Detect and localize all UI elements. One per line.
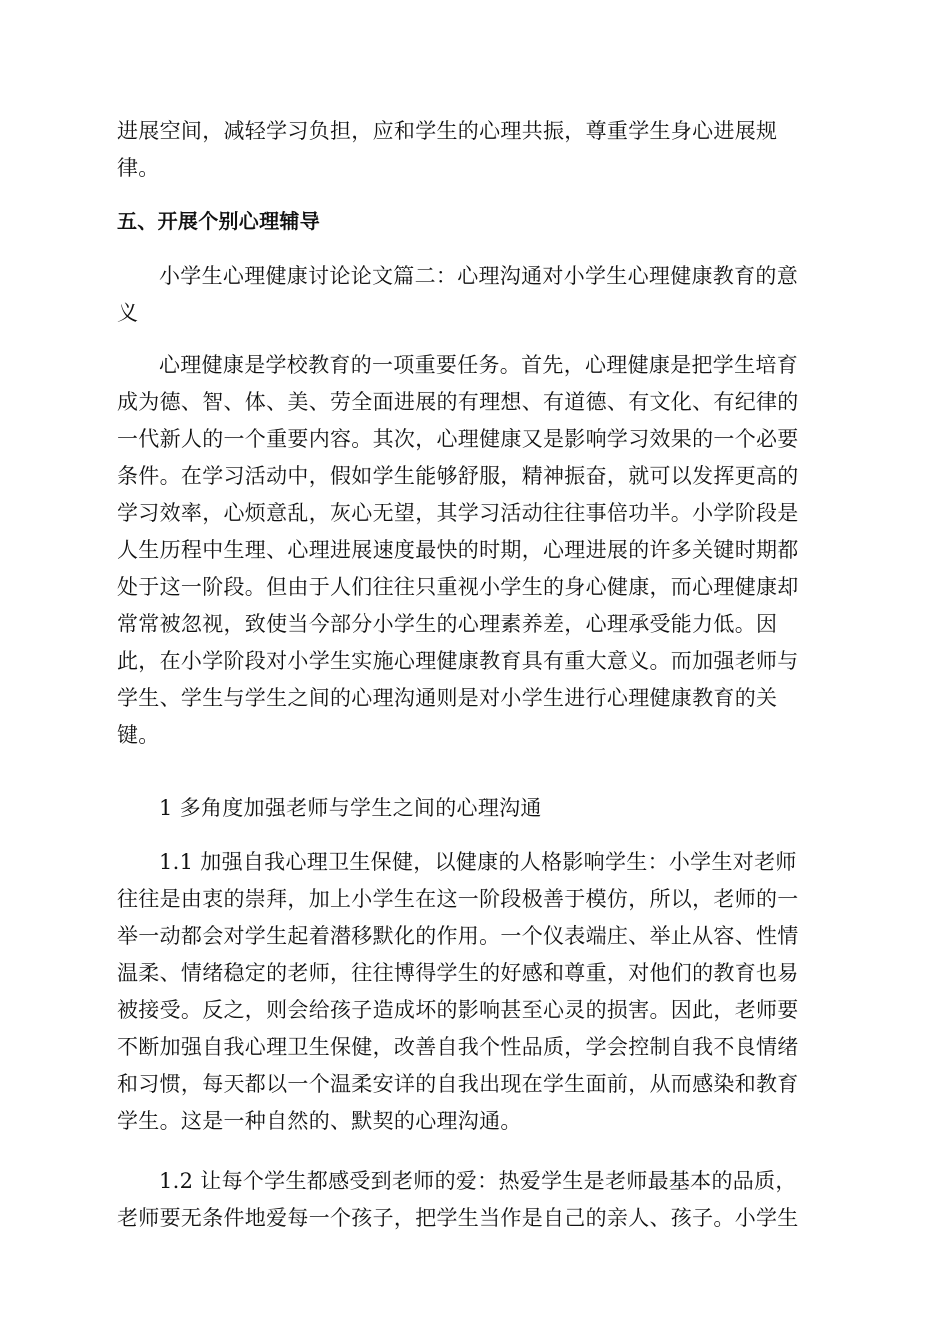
- text-line: 学生。这是一种自然的、默契的心理沟通。: [117, 1109, 522, 1133]
- text-line: 举一动都会对学生起着潜移默化的作用。一个仪表端庄、举止从容、性情: [117, 924, 799, 948]
- text-line: 成为德、智、体、美、劳全面进展的有理想、有道德、有文化、有纪律的: [117, 390, 799, 414]
- text-line: 小学生心理健康讨论论文篇二：心理沟通对小学生心理健康教育的意: [159, 264, 798, 288]
- text-line: 1.1 加强自我心理卫生保健，以健康的人格影响学生：小学生对老师: [159, 850, 797, 874]
- heading-text: 1 多角度加强老师与学生之间的心理沟通: [159, 796, 542, 820]
- text-line: 进展空间，减轻学习负担，应和学生的心理共振，尊重学生身心进展规: [117, 119, 778, 143]
- text-line: 学习效率，心烦意乱，灰心无望，其学习活动往往事倍功半。小学阶段是: [117, 501, 799, 525]
- text-line: 不断加强自我心理卫生保健，改善自我个性品质，学会控制自我不良情绪: [117, 1035, 799, 1059]
- text-line: 老师要无条件地爱每一个孩子，把学生当作是自己的亲人、孩子。小学生: [117, 1206, 799, 1230]
- text-line: 条件。在学习活动中，假如学生能够舒服，精神振奋，就可以发挥更高的: [117, 464, 799, 488]
- text-line: 律。: [117, 156, 160, 180]
- text-line: 义: [117, 301, 139, 325]
- text-line: 学生、学生与学生之间的心理沟通则是对小学生进行心理健康教育的关: [117, 686, 778, 710]
- text-line: 往往是由衷的崇拜，加上小学生在这一阶段极善于模仿，所以，老师的一: [117, 887, 799, 911]
- text-line: 此，在小学阶段对小学生实施心理健康教育具有重大意义。而加强老师与: [117, 649, 799, 673]
- text-line: 被接受。反之，则会给孩子造成坏的影响甚至心灵的损害。因此，老师要: [117, 998, 799, 1022]
- text-line: 一代新人的一个重要内容。其次，心理健康又是影响学习效果的一个必要: [117, 427, 799, 451]
- text-line: 和习惯，每天都以一个温柔安详的自我出现在学生面前，从而感染和教育: [117, 1072, 799, 1096]
- text-line: 人生历程中生理、心理进展速度最快的时期，心理进展的许多关键时期都: [117, 538, 799, 562]
- text-line: 常常被忽视，致使当今部分小学生的心理素养差，心理承受能力低。因: [117, 612, 778, 636]
- text-line: 1.2 让每个学生都感受到老师的爱：热爱学生是老师最基本的品质，: [159, 1169, 797, 1193]
- heading-text: 五、开展个别心理辅导: [117, 209, 320, 233]
- text-line: 温柔、情绪稳定的老师，往往博得学生的好感和尊重，对他们的教育也易: [117, 961, 799, 985]
- text-line: 处于这一阶段。但由于人们往往只重视小学生的身心健康，而心理健康却: [117, 575, 799, 599]
- text-line: 心理健康是学校教育的一项重要任务。首先，心理健康是把学生培育: [159, 353, 798, 377]
- text-line: 键。: [117, 723, 160, 747]
